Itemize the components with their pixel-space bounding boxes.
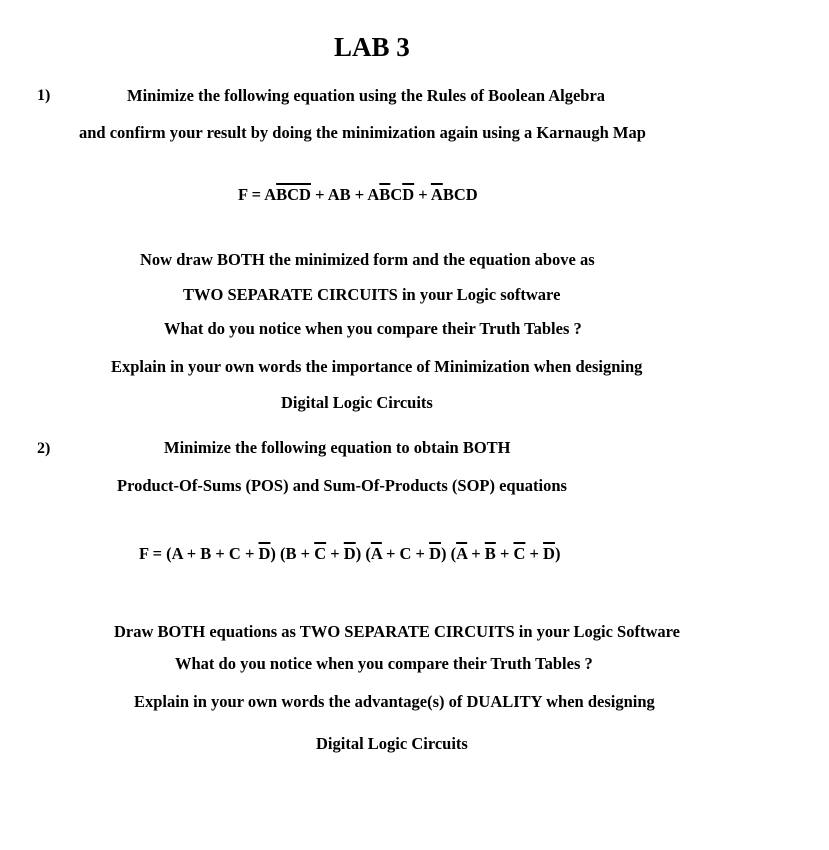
page-title: LAB 3 [334,32,410,62]
equation-term-complemented: $\overline{B}$ [484,544,496,563]
question-2-truth-table-question: What do you notice when you compare their Truth Tables ? [175,654,593,673]
question-2-instruction-cont: Product-Of-Sums (POS) and Sum-Of-Products (SOP) equations [117,476,567,495]
equation-term-complemented: $\overline{B}$ [379,185,391,204]
question-2-number: 2) [37,440,51,457]
question-1-instruction: Minimize the following equation using the Rules of Boolean Algebra [127,86,606,105]
equation-term-complemented: $\overline{C}$ [314,544,327,563]
question-1-instruction-cont: and confirm your result by doing the minimization again using a Karnaugh Map [79,123,646,142]
equation-term-complemented: $\overline{A}$ [456,544,468,563]
equation-term: ) ( [441,544,457,563]
equation-term-complemented: $\overline{A}$ [430,185,443,204]
equation-term: ) (B + [270,544,315,563]
equation-term: + [467,544,485,563]
question-2-instruction: Minimize the following equation to obtain BOTH [164,438,511,457]
equation-term-complemented: $\overline{D}$ [343,544,356,563]
equation-term: ) [554,544,561,563]
equation-term: + [326,544,344,563]
equation-term: + AB + A [310,185,380,204]
question-1-explain-instruction: Explain in your own words the importance of Minimization when designing [111,357,643,376]
equation-term: C [390,185,403,204]
equation-term: F = (A + B + C + [139,544,259,563]
equation-term-complemented: $\overline{D}$ [258,544,271,563]
question-1-truth-table-question: What do you notice when you compare their Truth Tables ? [164,319,582,338]
equation-term-complemented: $\overline{D}$ [429,544,441,563]
question-2-equation [139,544,560,564]
equation-term-complemented: $\overline{BCD}$ [276,185,311,204]
equation-term: + C + [381,544,430,563]
question-1-equation [238,185,478,205]
question-1-circuits-instruction: TWO SEPARATE CIRCUITS in your Logic software [183,285,561,304]
equation-term-complemented: $\overline{C}$ [513,544,526,563]
equation-term: + [525,544,544,563]
question-2-explain-instruction-cont: Digital Logic Circuits [316,734,468,753]
equation-term: + [414,185,431,204]
question-1-number: 1) [37,87,51,104]
equation-term-complemented: $\overline{D}$ [402,185,415,204]
equation-term: BCD [442,185,478,204]
equation-term-complemented: $\overline{A}$ [370,544,382,563]
equation-term-complemented: $\overline{D}$ [543,544,555,563]
question-2-explain-instruction: Explain in your own words the advantage(s) of DUALITY when designing [134,692,655,711]
equation-term: + [495,544,514,563]
question-2-draw-instruction: Draw BOTH equations as TWO SEPARATE CIRCUITS in your Logic Software [114,622,680,641]
equation-term: ) ( [355,544,371,563]
equation-term: F = A [238,185,277,204]
question-1-draw-instruction: Now draw BOTH the minimized form and the equation above as [140,250,595,269]
question-1-explain-instruction-cont: Digital Logic Circuits [281,393,433,412]
